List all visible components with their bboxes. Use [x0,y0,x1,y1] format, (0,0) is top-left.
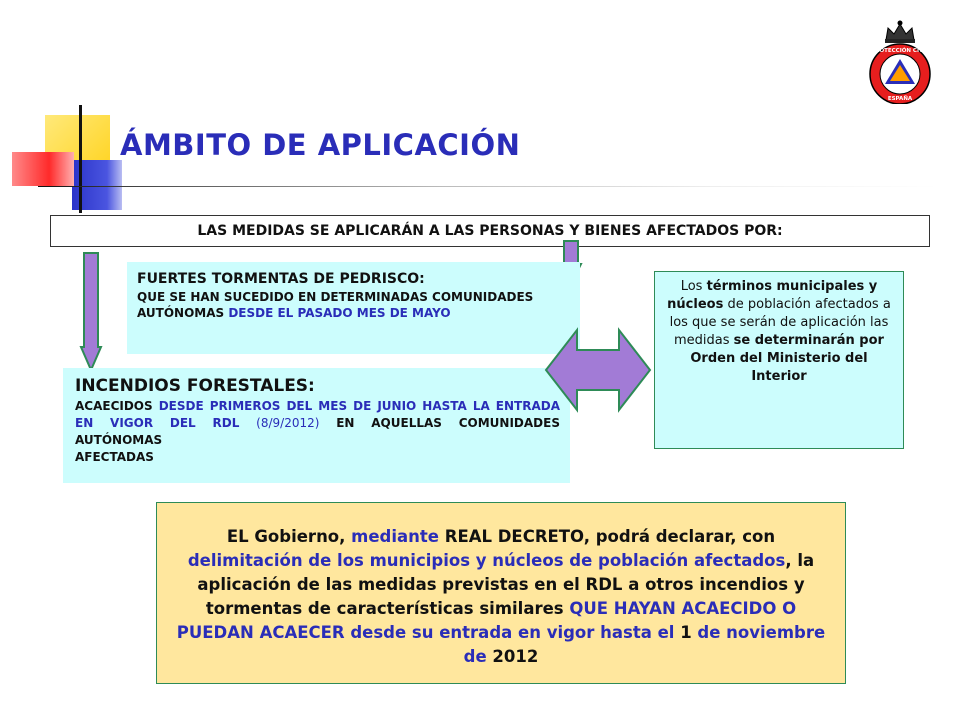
hail-storms-box [127,262,580,354]
fire-description [75,398,560,466]
terms-text-3: de población afectados a los que se serán de aplicación las medidas [669,297,891,348]
gov-text-7: QUE HAYAN ACAECIDO O PUEDAN ACAECER [176,599,797,642]
header-bar: LAS MEDIDAS SE APLICARÁN A LAS PERSONAS Y BIENES AFECTADOS POR: [50,215,930,247]
gov-text-4: , podrá declarar, con [583,527,776,546]
proteccion-civil-emblem-icon [864,18,936,104]
gov-text-10: de noviembre de [463,623,826,666]
page-title: ÁMBITO DE APLICACIÓN [120,128,521,162]
gov-text-9: 1 [680,623,692,642]
fire-text-3: (8/9/2012) [256,416,320,430]
gov-text-8: desde su entrada en vigor hasta el [350,623,681,642]
arrow-down-left-icon [80,252,102,372]
hail-heading: FUERTES TORMENTAS DE PEDRISCO: [137,271,425,287]
fire-text-4: EN AQUELLAS COMUNIDADES AUTÓNOMAS [75,416,560,447]
fire-text-2: DESDE PRIMEROS DEL MES DE JUNIO HASTA LA ENTRADA EN VIGOR DEL RDL [75,399,560,430]
hail-text-1: QUE SE HAN SUCEDIDO EN DETERMINADAS COMUNIDADES AUTÓNOMAS [137,290,534,320]
hail-description [137,289,570,321]
decorative-vertical-line [79,105,82,213]
svg-text:PROTECCIÓN CIVIL: PROTECCIÓN CIVIL [871,48,929,54]
double-arrow-icon [545,328,651,412]
forest-fires-box [63,368,570,483]
hail-text-2: DESDE EL PASADO MES DE MAYO [228,306,451,320]
fire-text-5: AFECTADAS [75,450,154,464]
fire-heading: INCENDIOS FORESTALES: [75,376,315,396]
decorative-red-bar [12,152,74,186]
gov-text-11: 2012 [492,647,539,666]
terms-text-2: términos municipales y núcleos [667,279,878,312]
municipal-terms-box [654,271,904,449]
gov-text-6: , la aplicación de las medidas previstas en el RDL a otros incendios y tormentas de características similares [197,551,815,618]
government-decree-box [156,502,846,684]
title-underline [38,186,938,187]
gov-text-2: mediante [351,527,445,546]
svg-text:ESPAÑA: ESPAÑA [887,96,913,102]
fire-text-1: ACAECIDOS [75,399,159,413]
terms-text-4: se determinarán por Orden del Ministerio del Interior [690,333,884,384]
terms-text-1: Los [680,279,707,294]
gov-text-5: delimitación de los municipios y núcleos de población afectados [187,551,786,570]
gov-text-1: EL Gobierno, [226,527,352,546]
gov-text-3: REAL DECRETO [444,527,584,546]
